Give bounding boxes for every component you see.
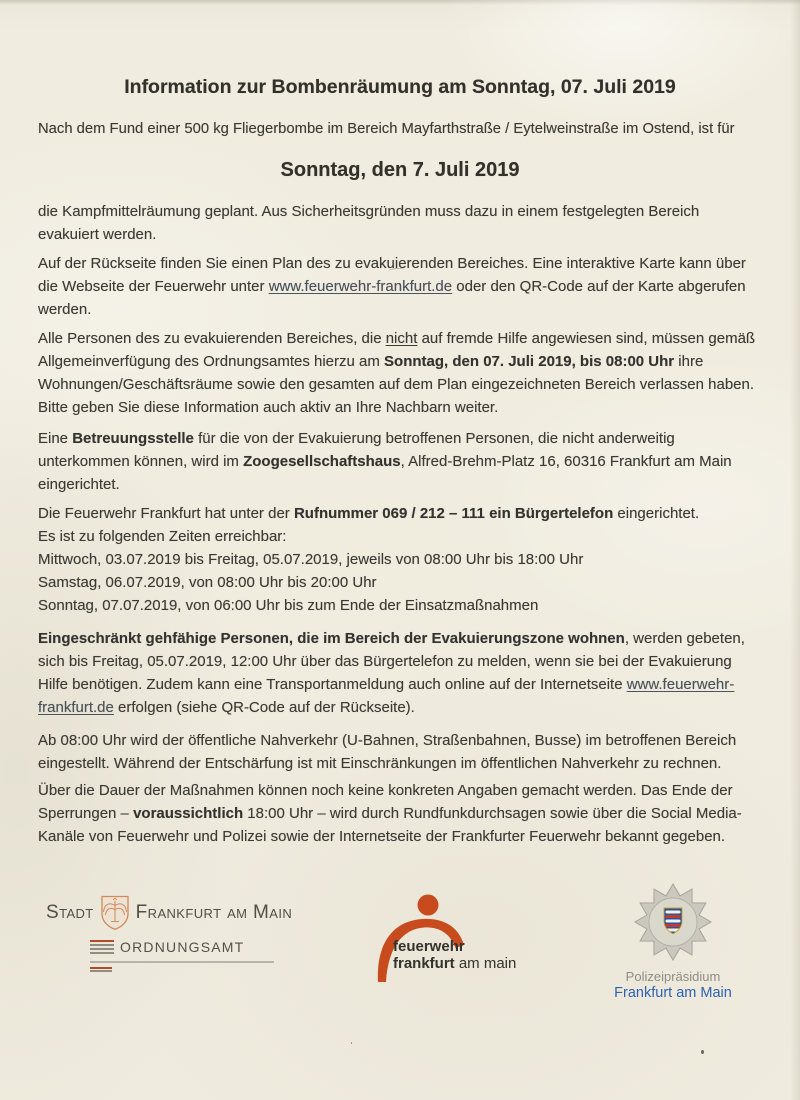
hotline-line-sunday: Sonntag, 07.07.2019, von 06:00 Uhr bis zum Ende der Einsatzmaßnahmen <box>38 597 539 614</box>
text-run: ihre Wohnungen/Geschäftsräume sowie den gesamten auf dem Plan eingezeichneten Bereich verlassen haben. Bitte geben Sie diese Information auch aktiv an Ihre Nachbarn weiter. <box>38 353 755 416</box>
text-run: Die Feuerwehr Frankfurt hat unter der <box>38 505 294 522</box>
fire-logo-line2-bold: frankfurt <box>393 955 455 972</box>
scan-speck-artifacts <box>701 1050 704 1054</box>
hotline-paragraph <box>38 502 762 617</box>
text-run: Auf der Rückseite finden Sie einen Plan des zu evakuierenden Bereiches. Eine interaktive Karte kann über die Webseite der Feuerwehr unter <box>38 255 746 295</box>
document-title: Information zur Bombenräumung am Sonntag, 07. Juli 2019 <box>124 76 676 98</box>
mobility-bold: Eingeschränkt gehfähige Personen, die im Bereich der Evakuierungszone wohnen <box>38 630 625 647</box>
hotline-line-hours-intro: Es ist zu folgenden Zeiten erreichbar: <box>38 528 287 545</box>
mobility-paragraph <box>38 627 762 719</box>
city-name-right: Frankfurt am Main <box>135 902 293 923</box>
city-frankfurt-logo <box>46 894 306 973</box>
fire-logo-line1: feuerwehr <box>393 938 465 955</box>
text-run: für die von der Evakuierung betroffenen Personen, die nicht anderweitig unterkommen können, wird im <box>38 430 675 470</box>
text-run: 18:00 Uhr – wird durch Rundfunkdurchsagen sowie über die Social Media-Kanäle von Feuerwehr und Polizei sowie der Internetseite der Frankfurter Feuerwehr bekannt gegeben. <box>38 805 742 845</box>
city-logo-rule <box>90 961 274 963</box>
hotline-number-bold: Rufnummer 069 / 212 – 111 ein Bürgertelefon <box>293 505 614 522</box>
feuerwehr-website-link: www.feuerwehr-frankfurt.de <box>38 676 735 716</box>
text-run: , Alfred-Brehm-Platz 16, 60316 Frankfurt am Main eingerichtet. <box>38 453 732 493</box>
voraussichtlich-bold: voraussichtlich <box>133 805 244 822</box>
fire-figure-icon <box>370 878 510 990</box>
fire-logo-line2-rest: am main <box>454 955 517 972</box>
text-run: erfolgen (siehe QR-Code auf der Rückseite). <box>113 699 415 716</box>
city-logo-name-row <box>46 894 306 932</box>
city-logo-mini-stripes-icon <box>90 967 112 972</box>
feuerwehr-frankfurt-logo <box>370 878 545 998</box>
deadline-bold: Sonntag, den 07. Juli 2019, bis 08:00 Uhr <box>384 353 675 370</box>
text-run: eingerichtet. <box>613 505 700 522</box>
duration-paragraph <box>38 779 762 848</box>
police-star-icon <box>623 882 723 962</box>
betreuungsstelle-bold: Betreuungsstelle <box>72 430 194 447</box>
intro-paragraph: Nach dem Fund einer 500 kg Fliegerbombe im Bereich Mayfarthstraße / Eytelweinstraße im Ostend, ist für <box>38 121 735 137</box>
underlined-nicht: nicht <box>385 330 418 347</box>
police-logo <box>598 882 748 1001</box>
hotline-line-saturday: Samstag, 06.07.2019, von 08:00 Uhr bis 20:00 Uhr <box>38 574 377 591</box>
evacuation-paragraph <box>38 327 762 419</box>
text-run: auf fremde Hilfe angewiesen sind, müssen gemäß Allgemeinverfügung des Ordnungsamtes hierzu am <box>38 330 756 370</box>
map-paragraph <box>38 252 762 321</box>
text-run: , werden gebeten, sich bis Freitag, 05.07.2019, 12:00 Uhr über das Bürgertelefon zu melden, wenn sie bei der Evakuierung Hilfe benötigen. Zudem kann eine Transportanmeldung auch online auf der Internetseite <box>38 630 745 693</box>
city-department-label: ORDNUNGSAMT <box>120 939 245 955</box>
text-run: oder den QR-Code auf der Karte abgerufen werden. <box>38 278 746 318</box>
police-logo-line1: Polizeipräsidium <box>625 969 721 984</box>
text-run: Eine <box>38 430 73 447</box>
transport-paragraph: Ab 08:00 Uhr wird der öffentliche Nahverkehr (U-Bahnen, Straßenbahnen, Busse) im betroffenen Bereich eingestellt. Während der Entschärfung ist mit Einschränkungen im öffentlichen Nahverkehr zu rechnen. <box>38 732 737 772</box>
text-run: Alle Personen des zu evakuierenden Bereiches, die <box>38 330 386 347</box>
fire-logo-text <box>393 938 516 972</box>
letter-body <box>38 0 762 848</box>
shelter-paragraph <box>38 427 762 496</box>
city-department-row <box>90 939 306 955</box>
hotline-line-weekdays: Mittwoch, 03.07.2019 bis Freitag, 05.07.2019, jeweils von 08:00 Uhr bis 18:00 Uhr <box>38 551 584 568</box>
police-logo-line2: Frankfurt am Main <box>614 985 732 1001</box>
city-eagle-crest-icon <box>98 894 132 932</box>
feuerwehr-website-link: www.feuerwehr-frankfurt.de <box>268 278 453 295</box>
planning-paragraph: die Kampfmittelräumung geplant. Aus Sicherheitsgründen muss dazu in einem festgelegten Bereich evakuiert werden. <box>38 203 700 243</box>
text-run: Über die Dauer der Maßnahmen können noch keine konkreten Angaben gemacht werden. Das Ende der Sperrungen – <box>38 782 733 822</box>
date-heading: Sonntag, den 7. Juli 2019 <box>280 159 520 181</box>
letter-footer-logos <box>0 878 800 1028</box>
ordnungsamt-stripes-icon <box>90 940 114 954</box>
city-name-left: Stadt <box>46 902 94 923</box>
zoogesellschaftshaus-bold: Zoogesellschaftshaus <box>243 453 401 470</box>
